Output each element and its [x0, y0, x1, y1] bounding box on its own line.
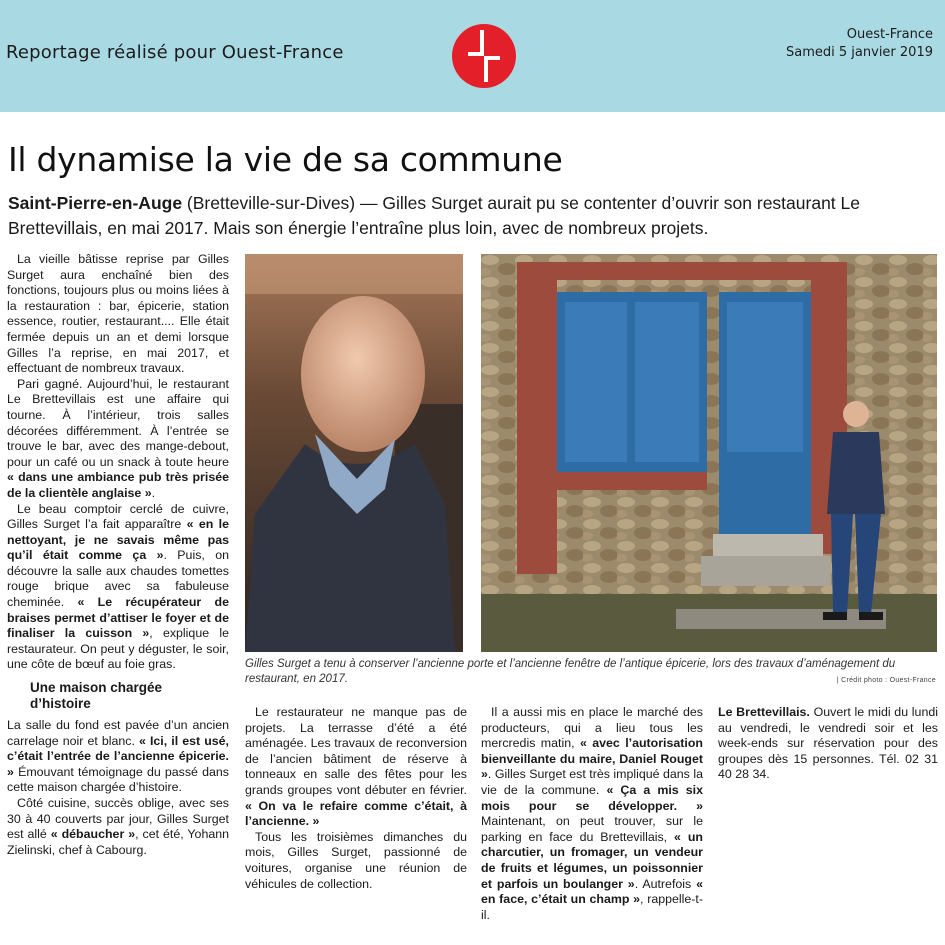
paragraph-5: Côté cuisine, succès oblige, avec ses 30 à 40 couverts par jour, Gilles Surget est allé « débaucher », cet été, Yohann Zielinski, chef à Cabourg.: [7, 795, 230, 857]
paragraph-1: La vieille bâtisse reprise par Gilles Surget aura enchaîné bien des fonctions, toujours plus ou moins liées à la restauration : bar, épicerie, station essence, routier, restaurant.... Elle était fermée depuis un an et demi lorsque Gilles l’a reprise, en mai 2017, et effectuant de nombreux travaux.: [7, 252, 229, 376]
ouest-france-logo-icon: [452, 24, 516, 88]
article-column-2: [245, 705, 467, 892]
paragraph-8: Il a aussi mis en place le marché des producteurs, qui a lieu tous les mercredis matin, « avec l’autorisation bienveillante du maire, Daniel Rouget ». Gilles Surget est très impliqué dans la vie de la commune. « Ça a mis six mois pour se développer. » Maintenant, on peut trouver, sur le parking en face du Brettevillais, « un charcutier, un fromager, un vendeur de fruits et légumes, un poissonnier et parfois un boulanger ». Autrefois « en face, c’était un champ », rappelle-t-il.: [481, 705, 703, 922]
lead-subplace: (Bretteville-sur-Dives) —: [182, 193, 383, 213]
portrait-image-icon: [245, 254, 463, 652]
photo-credit: | Crédit photo : Ouest-France: [836, 677, 936, 684]
publication-date: Samedi 5 janvier 2019: [786, 45, 933, 60]
article-column-1-bottom: [7, 718, 229, 858]
article-column-3: [481, 705, 703, 923]
header-banner: [0, 0, 945, 112]
practical-info: Le Brettevillais. Ouvert le midi du lundi au vendredi, le vendredi soir et les week-ends sur réservation pour des groupes dès 15 personnes. Tél. 02 31 40 28 34.: [718, 705, 938, 782]
section-subheading: Une maison chargée d’histoire: [30, 680, 163, 711]
paragraph-2: Pari gagné. Aujourd’hui, le restaurant Le Brettevillais est une affaire qui tourne. À l’intérieur, trois salles décorées différemment. À l’entrée se trouve le bar, avec des mange-debout, pour un café ou un snack à toute heure « dans une ambiance pub très prisée de la clientèle anglaise ».: [7, 376, 229, 500]
portrait-photo: [245, 254, 463, 652]
article-lead: [8, 191, 868, 241]
facade-photo: [481, 254, 937, 652]
publication-name: Ouest-France: [846, 27, 933, 42]
article-headline: Il dynamise la vie de sa commune: [8, 140, 563, 179]
facade-image-icon: [481, 254, 937, 652]
paragraph-4: La salle du fond est pavée d’un ancien carrelage noir et blanc. « Ici, il est usé, c’était l’entrée de l’ancienne épicerie. » Émouvant témoignage du passé dans cette maison chargée d’histoire.: [7, 718, 229, 795]
paragraph-7: Tous les troisièmes dimanches du mois, Gilles Surget, passionné de voitures, organise une réunion de véhicules de collection.: [245, 829, 467, 891]
lead-place: Saint-Pierre-en-Auge: [8, 193, 183, 213]
report-label: Reportage réalisé pour Ouest-France: [6, 42, 344, 63]
publication-info: [786, 26, 933, 62]
lead-text: Gilles Surget aurait pu se contenter d’ouvrir son restaurant Le Brettevillais, en mai 2017. Mais son énergie l’entraîne plus loin, avec de nombreux projets.: [8, 193, 860, 238]
photo-caption: Gilles Surget a tenu à conserver l’ancienne porte et l’ancienne fenêtre de l’antique épicerie, lors des travaux d’aménagement du restaurant, en 2017.: [245, 658, 896, 685]
article-column-1: [7, 252, 229, 673]
paragraph-3: Le beau comptoir cerclé de cuivre, Gilles Surget l’a fait apparaître « en le nettoyant, je ne savais même pas qu’il était comme ça ». Puis, on découvre la salle aux chaudes tomettes rouge brique avec sa fabuleuse cheminée. « Le récupérateur de braises permet d’attiser le foyer et de finaliser la cuisson », explique le restaurateur. On peut y déguster, le soir, une côte de bœuf au foie gras.: [7, 501, 229, 672]
article-column-4: [718, 705, 938, 783]
paragraph-6: Le restaurateur ne manque pas de projets. La terrasse d’été a été aménagée. Les travaux de reconversion de l’ancien bâtiment de réserve à tonneaux en salle des fêtes pour les grands groupes vont débuter en février. « On va le refaire comme c’était, à l’ancienne. »: [245, 705, 467, 829]
